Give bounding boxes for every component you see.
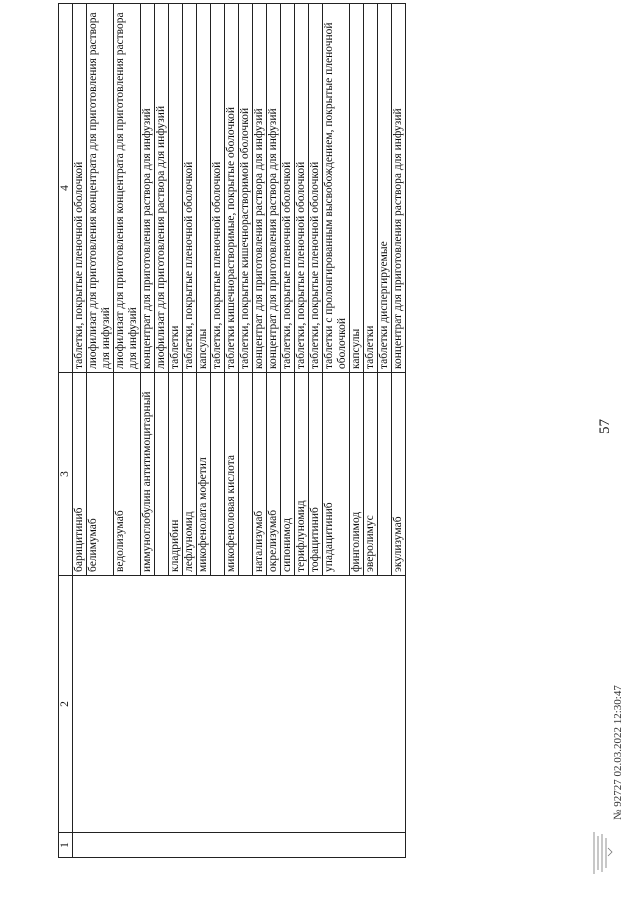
drug-name-cell xyxy=(155,373,169,576)
dosage-form-cell: таблетки с пролонгированным высвобождением, покрытые пленочной оболочкой xyxy=(323,4,350,373)
drug-name-cell: окрелизумаб xyxy=(267,373,281,576)
dosage-form-cell: таблетки, покрытые пленочной оболочкой xyxy=(211,4,225,373)
drug-name-cell: микофеноловая кислота xyxy=(225,373,239,576)
dosage-form-cell: таблетки, покрытые пленочной оболочкой xyxy=(295,4,309,373)
header-col-3: 3 xyxy=(59,373,73,576)
registration-stamp: № 92727 02.03.2022 12:30:47 xyxy=(612,685,624,820)
group-name-cell xyxy=(73,576,406,833)
drug-name-cell: эверолимус xyxy=(364,373,378,576)
drug-name-cell: барицитиниб xyxy=(73,373,87,576)
drug-name-cell: сипонимод xyxy=(281,373,295,576)
page-number: 57 xyxy=(597,419,613,434)
group-code-cell xyxy=(73,833,406,858)
drug-name-cell: лефлуномид xyxy=(183,373,197,576)
drug-name-cell: экулизумаб xyxy=(392,373,406,576)
drug-name-cell: натализумаб xyxy=(253,373,267,576)
dosage-form-cell: таблетки, покрытые пленочной оболочкой xyxy=(73,4,87,373)
drug-name-cell: терифлуномид xyxy=(295,373,309,576)
header-col-2: 2 xyxy=(59,576,73,833)
dosage-form-cell: концентрат для приготовления раствора для инфузий xyxy=(141,4,155,373)
drug-name-cell: белимумаб xyxy=(87,373,114,576)
dosage-form-cell: капсулы xyxy=(197,4,211,373)
dosage-form-cell: концентрат для приготовления раствора для инфузий xyxy=(267,4,281,373)
dosage-form-cell: таблетки, покрытые пленочной оболочкой xyxy=(309,4,323,373)
dosage-form-cell: лиофилизат для приготовления концентрата для приготовления раствора для инфузий xyxy=(87,4,114,373)
drug-name-cell xyxy=(211,373,225,576)
drug-name-cell: кладрибин xyxy=(169,373,183,576)
dosage-form-cell: таблетки диспергируемые xyxy=(378,4,392,373)
seal-stamp-icon xyxy=(590,828,614,878)
dosage-form-cell: концентрат для приготовления раствора для инфузий xyxy=(392,4,406,373)
dosage-form-cell: таблетки, покрытые кишечнорастворимой оболочкой xyxy=(239,4,253,373)
table-body xyxy=(73,4,406,858)
drug-name-cell xyxy=(239,373,253,576)
document-sheet xyxy=(58,12,583,858)
dosage-form-cell: таблетки xyxy=(169,4,183,373)
header-col-4: 4 xyxy=(59,4,73,373)
dosage-form-cell: лиофилизат для приготовления раствора для инфузий xyxy=(155,4,169,373)
dosage-form-cell: лиофилизат для приготовления концентрата для приготовления раствора для инфузий xyxy=(114,4,141,373)
drug-name-cell: микофенолата мофетил xyxy=(197,373,211,576)
dosage-form-cell: таблетки кишечнорастворимые, покрытые оболочкой xyxy=(225,4,239,373)
drug-table xyxy=(58,3,406,858)
drug-name-cell xyxy=(378,373,392,576)
dosage-form-cell: таблетки xyxy=(364,4,378,373)
dosage-form-cell: таблетки, покрытые пленочной оболочкой xyxy=(183,4,197,373)
drug-name-cell: ведолизумаб xyxy=(114,373,141,576)
dosage-form-cell: таблетки, покрытые пленочной оболочкой xyxy=(281,4,295,373)
drug-name-cell: упадацитиниб xyxy=(323,373,350,576)
drug-name-cell: тофацитиниб xyxy=(309,373,323,576)
header-col-1: 1 xyxy=(59,833,73,858)
drug-name-cell: финголимод xyxy=(350,373,364,576)
dosage-form-cell: капсулы xyxy=(350,4,364,373)
table-row xyxy=(73,4,87,858)
dosage-form-cell: концентрат для приготовления раствора для инфузий xyxy=(253,4,267,373)
table-header-row xyxy=(59,4,73,858)
drug-name-cell: иммуноглобулин антитимоцитарный xyxy=(141,373,155,576)
